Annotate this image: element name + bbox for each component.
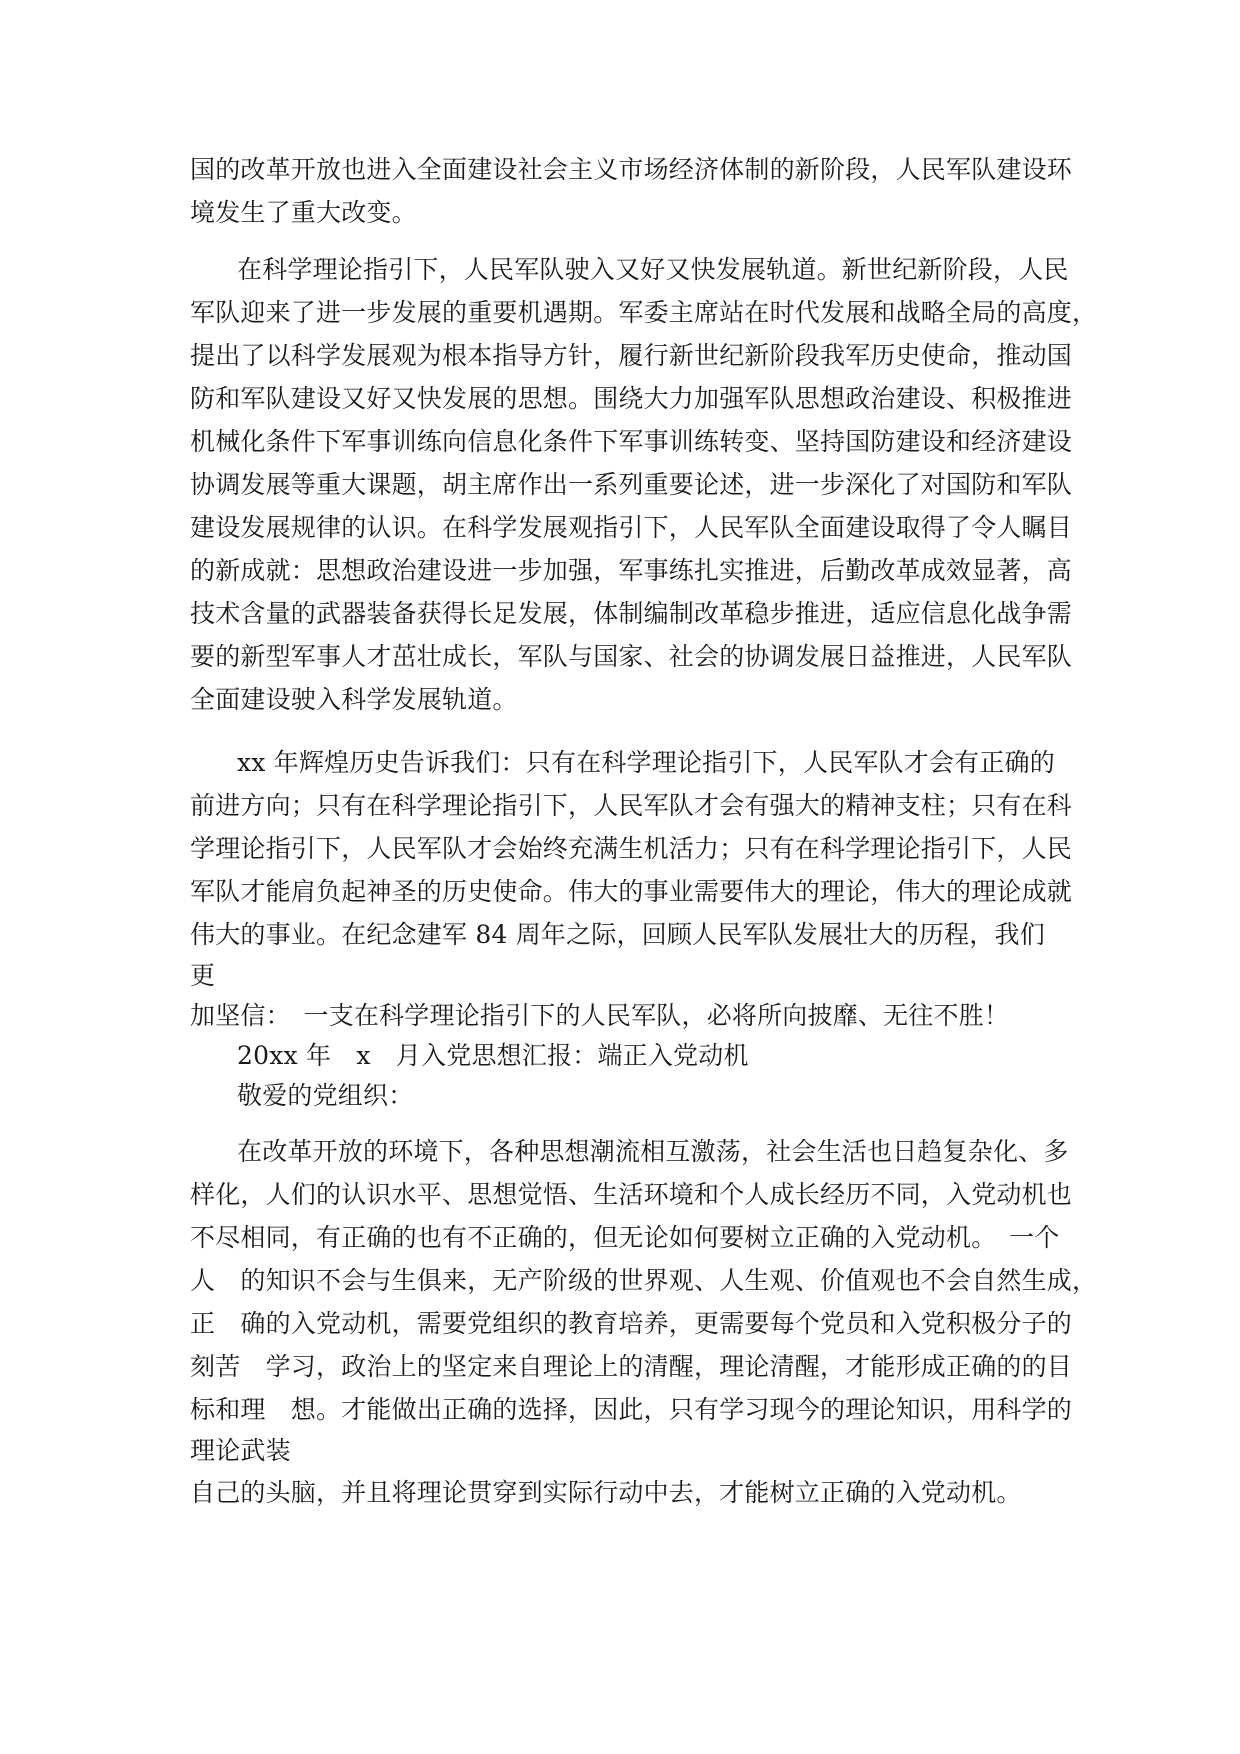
text-line: 加坚信： 一支在科学理论指引下的人民军队，必将所向披靡、无往不胜！ <box>190 1001 1010 1030</box>
document-body <box>190 148 1098 1514</box>
text-line: 机械化条件下军事训练向信息化条件下军事训练转变、坚持国防建设和经济建设 <box>190 427 1073 456</box>
text-line: xx 年辉煌历史告诉我们：只有在科学理论指引下，人民军队才会有正确的 <box>237 748 1055 777</box>
paragraph-3 <box>190 741 1073 1036</box>
text-line: 在改革开放的环境下，各种思想潮流相互激荡，社会生活也日趋复杂化、多 <box>237 1137 1069 1166</box>
text-line: 建设发展规律的认识。在科学发展观指引下，人民军队全面建设取得了令人瞩目 <box>190 513 1073 542</box>
text-line: 在科学理论指引下，人民军队驶入又好又快发展轨道。新世纪新阶段，人民 <box>237 255 1069 284</box>
text-line: 军队迎来了进一步发展的重要机遇期。军委主席站在时代发展和战略全局的高度， <box>190 298 1098 327</box>
text-line: 伟大的事业。在纪念建军 84 周年之际，回顾人民军队发展壮大的历程，我们 <box>190 920 1045 949</box>
paragraph-1 <box>190 148 1073 234</box>
text-line: 理论武装 <box>190 1436 291 1465</box>
text-line: 更 <box>190 961 216 990</box>
salutation: 敬爱的党组织： <box>237 1081 414 1110</box>
paragraph-2 <box>190 248 1098 721</box>
text-line: 样化，人们的认识水平、思想觉悟、生活环境和个人成长经历不同，入党动机也 <box>190 1180 1073 1209</box>
report-heading: 20xx 年 x 月入党思想汇报：端正入党动机 <box>237 1041 749 1070</box>
text-line: 军队才能肩负起神圣的历史使命。伟大的事业需要伟大的理论，伟大的理论成就 <box>190 877 1073 906</box>
paragraph-4 <box>190 1130 1098 1514</box>
text-line: 刻苦 学习，政治上的坚定来自理论上的清醒，理论清醒，才能形成正确的的目 <box>190 1352 1073 1381</box>
text-line: 提出了以科学发展观为根本指导方针，履行新世纪新阶段我军历史使命，推动国 <box>190 341 1073 370</box>
text-line: 要的新型军事人才茁壮成长，军队与国家、社会的协调发展日益推进，人民军队 <box>190 642 1073 671</box>
text-line: 人 的知识不会与生俱来，无产阶级的世界观、人生观、价值观也不会自然生成， <box>190 1266 1098 1295</box>
text-line: 技术含量的武器装备获得长足发展，体制编制改革稳步推进，适应信息化战争需 <box>190 599 1073 628</box>
text-line: 的新成就：思想政治建设进一步加强，军事练扎实推进，后勤改革成效显著，高 <box>190 556 1073 585</box>
text-line: 境发生了重大改变。 <box>190 198 417 227</box>
text-line: 标和理 想。才能做出正确的选择，因此，只有学习现今的理论知识，用科学的 <box>190 1395 1073 1424</box>
text-line: 协调发展等重大课题，胡主席作出一系列重要论述，进一步深化了对国防和军队 <box>190 470 1073 499</box>
text-line: 自己的头脑，并且将理论贯穿到实际行动中去，才能树立正确的入党动机。 <box>190 1478 1022 1507</box>
text-line: 不尽相同，有正确的也有不正确的，但无论如何要树立正确的入党动机。 一个 <box>190 1223 1060 1252</box>
text-line: 国的改革开放也进入全面建设社会主义市场经济体制的新阶段，人民军队建设环 <box>190 155 1073 184</box>
text-line: 学理论指引下，人民军队才会始终充满生机活力；只有在科学理论指引下，人民 <box>190 834 1073 863</box>
text-line: 前进方向；只有在科学理论指引下，人民军队才会有强大的精神支柱；只有在科 <box>190 791 1073 820</box>
text-line: 正 确的入党动机，需要党组织的教育培养，更需要每个党员和入党积极分子的 <box>190 1309 1073 1338</box>
text-line: 全面建设驶入科学发展轨道。 <box>190 685 518 714</box>
text-line: 防和军队建设又好又快发展的思想。围绕大力加强军队思想政治建设、积极推进 <box>190 384 1073 413</box>
